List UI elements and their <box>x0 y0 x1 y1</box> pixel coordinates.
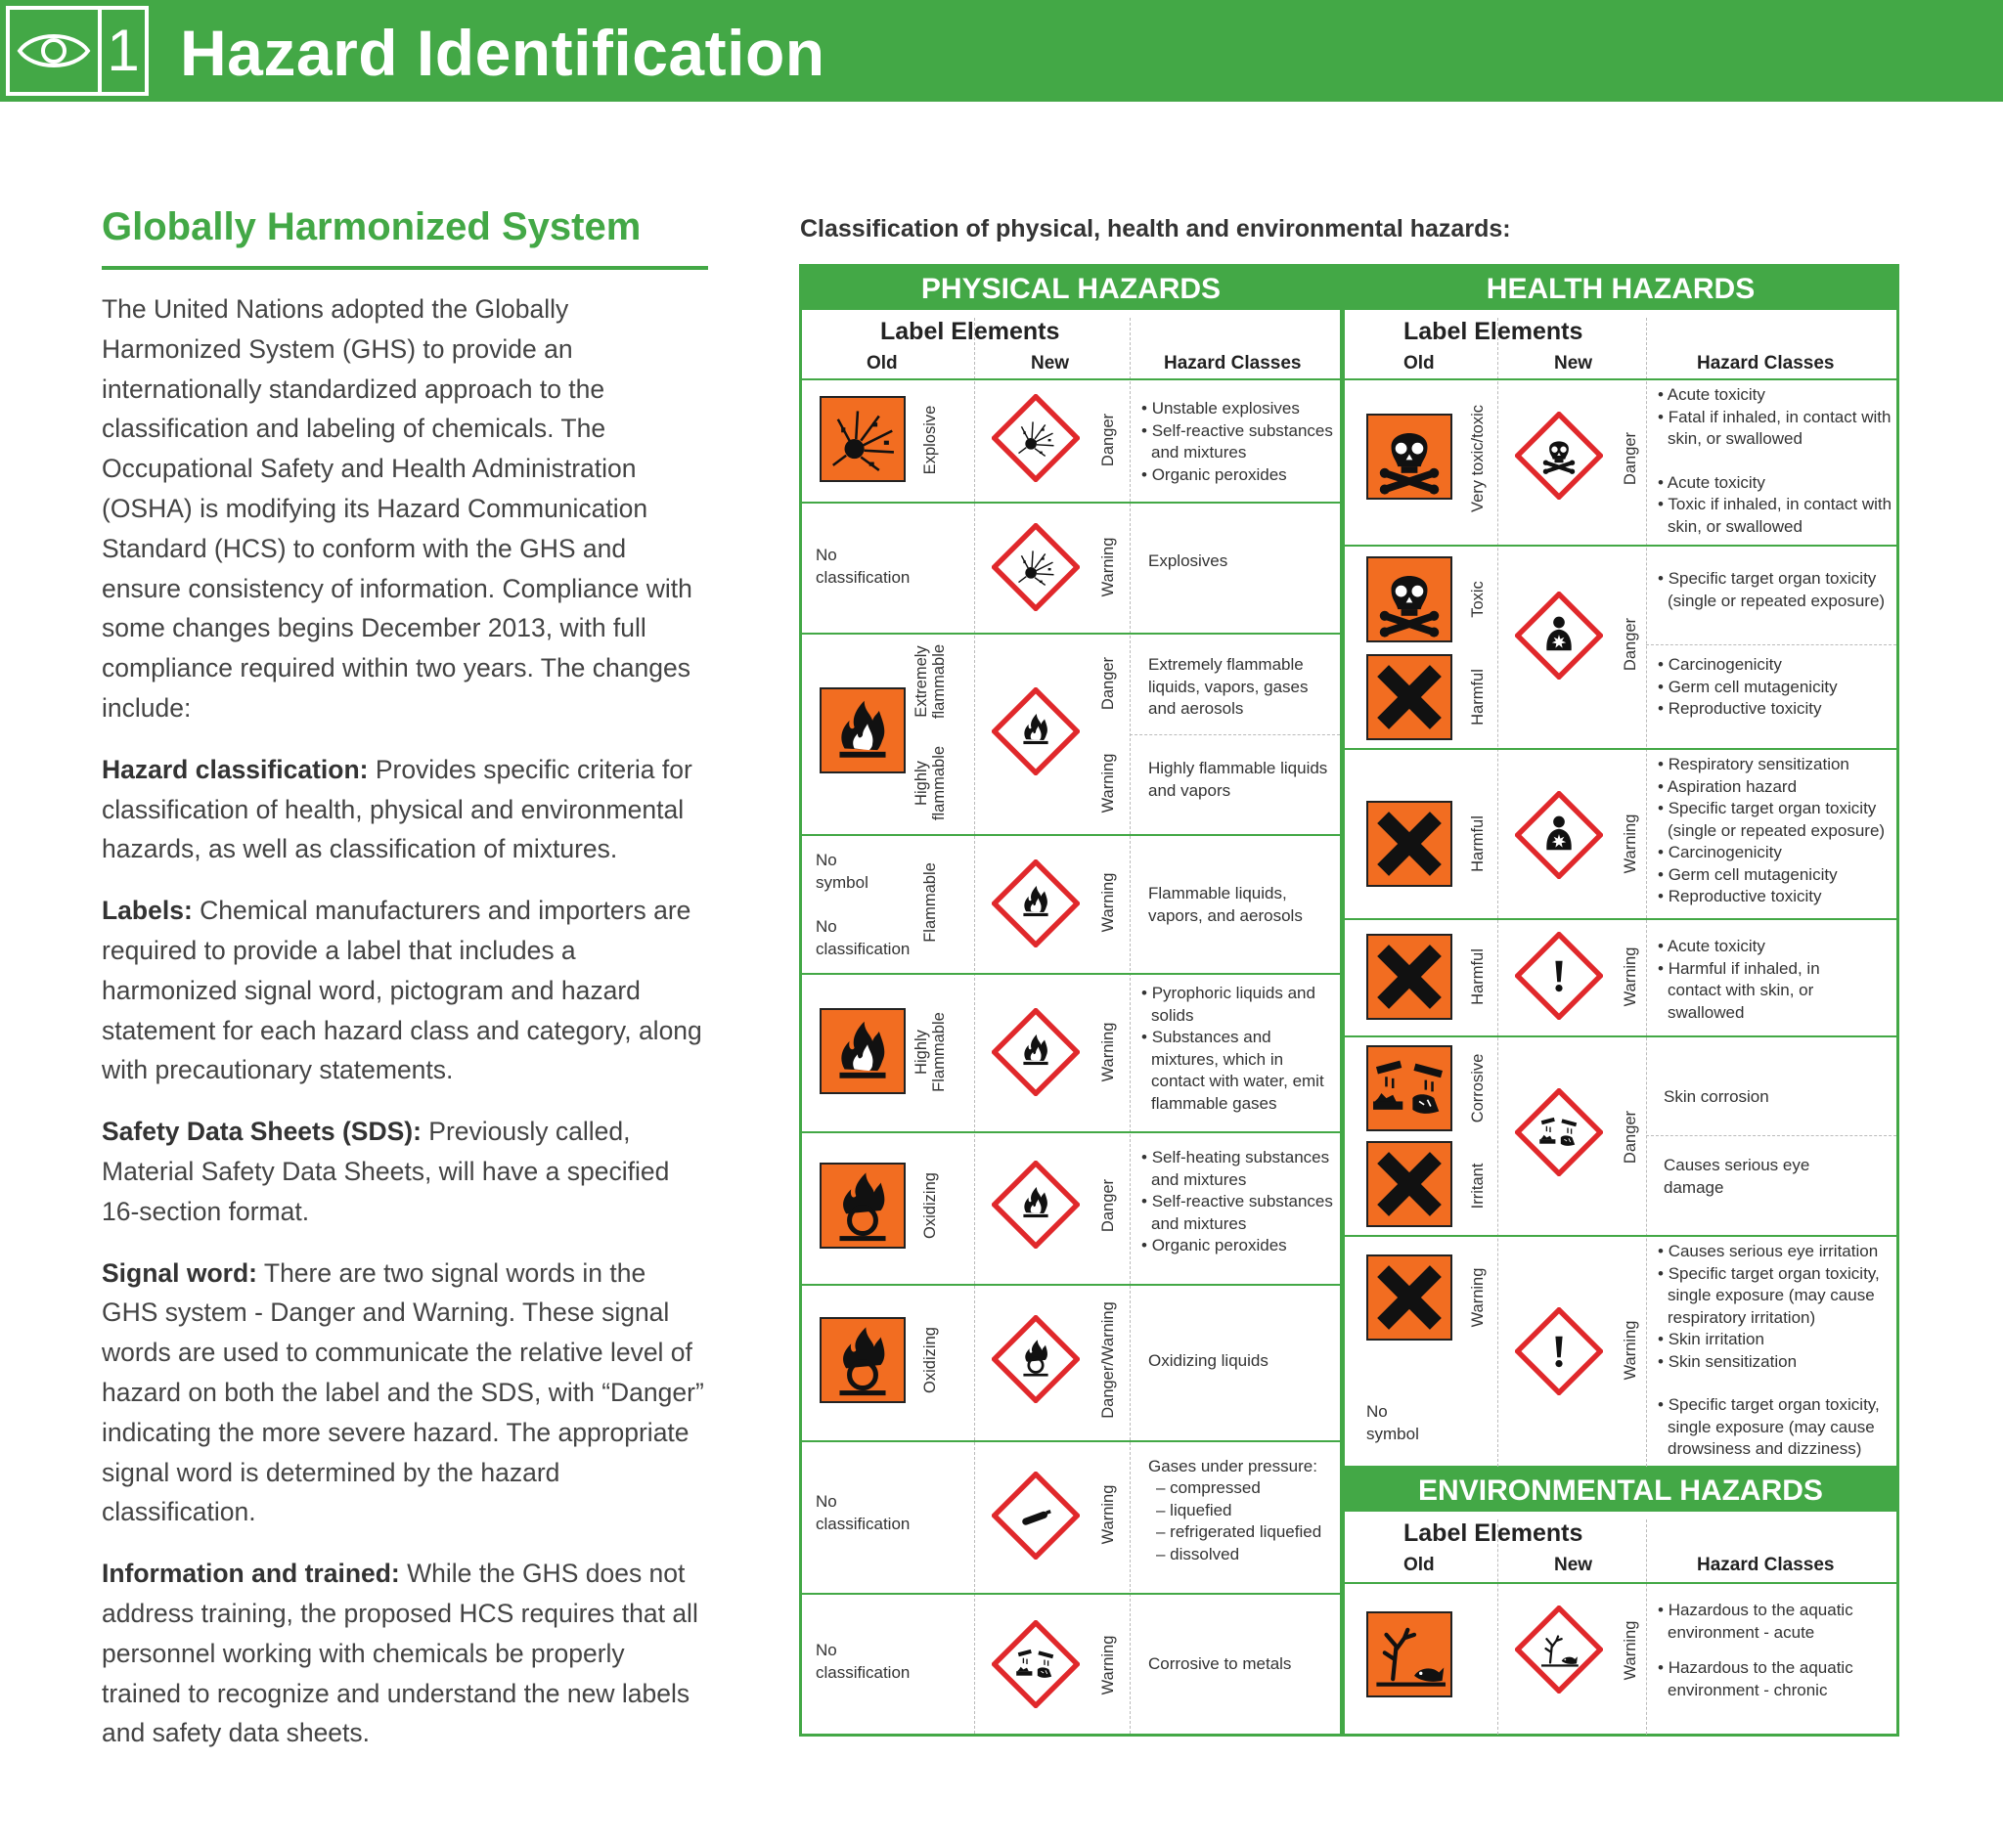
environment-pictogram <box>1505 1606 1613 1694</box>
old-label: Oxidizing <box>921 1327 939 1393</box>
list-gap <box>1654 451 1898 472</box>
hazard-class-item: • Specific target organ toxicity (single or repeated exposure) <box>1658 799 1886 840</box>
corrosive-pictogram <box>982 1620 1090 1708</box>
hazard-class-item: – refrigerated liquefied <box>1156 1522 1322 1541</box>
item-text: While the GHS does not address training, the proposed HCS requires that all personnel working with chemicals be properly trained to recognize and understand the new labels and safety data sheets. <box>102 1559 698 1748</box>
hazard-classes-list <box>1654 1600 1889 1701</box>
list-gap <box>1654 1644 1889 1657</box>
row-divider <box>802 973 1340 975</box>
hazard-class-text: Causes serious eye irritation <box>1668 1242 1879 1260</box>
row-divider <box>802 378 1340 380</box>
hazard-class-text: Toxic if inhaled, in contact with skin, or swallowed <box>1668 495 1892 536</box>
left-column <box>102 201 708 1753</box>
hazard-class-item: • Fatal if inhaled, in contact with skin, or swallowed <box>1658 407 1892 448</box>
hazard-class-item: • Skin irritation <box>1658 1330 1764 1348</box>
signal-word: Danger <box>1099 656 1117 711</box>
signal-word: Danger/Warning <box>1099 1301 1117 1419</box>
hazard-class-item: • Germ cell mutagenicity <box>1658 864 1838 884</box>
item-text: Chemical manufacturers and importers are required to provide a label that includes a harmonized signal word, pictogram and hazard statement for each hazard class and category, along with precautionary statements. <box>102 896 702 1085</box>
table-caption: Classification of physical, health and environmental hazards: <box>800 215 1511 242</box>
page-title: Hazard Identification <box>180 17 825 89</box>
hazard-class-text: Organic peroxides <box>1151 464 1287 484</box>
health-hazard-pictogram <box>1505 592 1613 680</box>
eye-icon <box>6 6 102 96</box>
sds-paragraph <box>102 1112 708 1231</box>
old-label: No classification <box>816 546 911 587</box>
old-label: Flammable <box>921 862 939 943</box>
skull-pictogram <box>1505 412 1613 500</box>
hazard-class-text: Organic peroxides <box>1151 1236 1287 1254</box>
old-label: Explosive <box>921 405 939 475</box>
hazard-class-item: • Harmful if inhaled, in contact with skin, or swallowed <box>1658 958 1820 1022</box>
hazard-class-item: • Substances and mixtures, which in contact with water, emit flammable gases <box>1141 1028 1324 1113</box>
hazard-class-text: Hazardous to the aquatic environment - chronic <box>1668 1658 1853 1699</box>
signal-word: Warning <box>1099 537 1117 597</box>
signal-word: Warning <box>1622 1320 1639 1381</box>
old-heading: Old <box>867 353 898 374</box>
hazard-class-item: • Pyrophoric liquids and solids <box>1141 984 1315 1025</box>
hazard-class-text: Unstable explosives <box>1151 399 1300 418</box>
hazard-class-text: Extremely flammable liquids, vapors, gases and aerosols <box>1148 655 1309 718</box>
hazard-class-item: – compressed <box>1156 1478 1261 1497</box>
signal-word: Warning <box>1099 1022 1117 1082</box>
hazard-class-text: Explosives <box>1148 551 1228 570</box>
row-divider <box>1345 545 1896 547</box>
label-elements-heading: Label Elements <box>1403 318 1583 345</box>
column-divider <box>1497 1519 1498 1735</box>
environmental-hazards-panel <box>1342 1469 1899 1737</box>
intro-paragraph: The United Nations adopted the Globally Harmonized System (GHS) to provide an internationally standardized approach to the classification and labeling of chemicals. The Occupational Safety and Health Administration (OSHA) is modifying its Hazard Communication Standard (HCS) to conform with the GHS and ensure consistency of information. Compliance with some changes begins December 2013, with full compliance required within two years. The changes include: <box>102 294 692 723</box>
old-label: Harmful <box>1469 815 1487 872</box>
old-harmful-symbol <box>1366 654 1452 740</box>
hazard-class-text: Carcinogenicity <box>1668 843 1782 861</box>
hazard-class-text: Reproductive toxicity <box>1668 887 1822 905</box>
old-oxidizing-symbol <box>820 1163 906 1249</box>
signal-word: Warning <box>1099 753 1117 814</box>
hazard-class-text: Corrosive to metals <box>1148 1654 1292 1673</box>
old-corrosive-symbol <box>1366 1045 1452 1131</box>
label-elements-heading: Label Elements <box>880 318 1060 345</box>
hazard-classes-heading: Hazard Classes <box>1164 353 1302 374</box>
old-heading: Old <box>1403 1555 1435 1575</box>
row-divider <box>1345 918 1896 920</box>
row-divider <box>1130 734 1340 735</box>
hazard-class-item: • Organic peroxides <box>1141 1236 1287 1254</box>
hazard-class-item: • Specific target organ toxicity, single exposure (may cause drowsiness and dizziness) <box>1658 1395 1880 1458</box>
row-divider <box>1646 644 1896 645</box>
label-elements-heading: Label Elements <box>1403 1519 1583 1547</box>
old-label: Irritant <box>1469 1163 1487 1210</box>
signal-word: Warning <box>1099 872 1117 933</box>
old-heading: Old <box>1403 353 1435 374</box>
flammable-pictogram <box>982 859 1090 947</box>
hazard-class-item: • Acute toxicity <box>1658 937 1765 955</box>
row-divider <box>802 834 1340 836</box>
health-hazards-panel <box>1342 264 1899 1469</box>
hazard-class-text: Acute toxicity <box>1667 472 1765 492</box>
new-heading: New <box>1031 353 1070 374</box>
row-divider <box>802 502 1340 504</box>
item-text: Previously called, Material Safety Data Sheets, will have a specified 16-section format. <box>102 1117 670 1226</box>
hazard-class-text: Aspiration hazard <box>1667 776 1798 796</box>
signal-word: Danger <box>1622 617 1639 672</box>
row-divider <box>1345 1035 1896 1037</box>
hazard-class-text: Specific target organ toxicity (single or repeated exposure) <box>1668 799 1886 840</box>
row-divider <box>1345 1582 1896 1584</box>
hazard-class-text: Specific target organ toxicity (single or repeated exposure) <box>1668 569 1886 610</box>
signal-word: Danger <box>1622 1110 1639 1165</box>
hazard-class-item: • Reproductive toxicity <box>1658 699 1822 718</box>
hazard-class-text: Self-heating substances and mixtures <box>1151 1148 1330 1189</box>
old-flammable-symbol <box>820 687 906 773</box>
gas-cylinder-pictogram <box>982 1472 1090 1560</box>
hazard-class-item: • Toxic if inhaled, in contact with skin, or swallowed <box>1658 495 1892 536</box>
hazard-class-item: • Hazardous to the aquatic environment - acute <box>1658 1601 1853 1642</box>
hazard-class-item: • Respiratory sensitization <box>1658 755 1849 773</box>
old-harmful-symbol <box>1366 801 1452 887</box>
row-divider <box>1345 1235 1896 1237</box>
new-heading: New <box>1554 1555 1593 1575</box>
hazard-class-item: • Self-heating substances and mixtures <box>1141 1148 1330 1189</box>
hazard-class-text: Oxidizing liquids <box>1148 1351 1269 1370</box>
row-divider <box>802 1131 1340 1133</box>
old-label: Toxic <box>1469 581 1487 618</box>
signal-word-paragraph <box>102 1254 708 1533</box>
old-label: No symbol <box>1366 1402 1419 1443</box>
item-text: Provides specific criteria for classification of health, physical and environmental hazards, as well as classification of mixtures. <box>102 754 692 864</box>
hazard-class-item: • Specific target organ toxicity (single or repeated exposure) <box>1658 569 1886 610</box>
signal-word: Danger <box>1622 431 1639 486</box>
old-environment-symbol <box>1366 1611 1452 1697</box>
health-hazards-title: HEALTH HAZARDS <box>1345 267 1896 310</box>
old-oxidizing-symbol <box>820 1317 906 1403</box>
hazard-class-text: Germ cell mutagenicity <box>1668 864 1838 884</box>
hazard-class-text: Carcinogenicity <box>1668 655 1782 674</box>
row-divider <box>1345 748 1896 750</box>
hazard-class-text: Substances and mixtures, which in contact with water, emit flammable gases <box>1151 1028 1324 1113</box>
section-title: Globally Harmonized System <box>102 201 708 270</box>
hazard-class-text: Self-reactive substances and mixtures <box>1151 1192 1333 1233</box>
hazard-class-item: • Carcinogenicity <box>1658 843 1782 861</box>
old-label: Harmful <box>1469 669 1487 726</box>
oxidizer-pictogram <box>982 1315 1090 1403</box>
signal-word: Danger <box>1099 413 1117 467</box>
hazard-class-text: Self-reactive substances and mixtures <box>1151 420 1333 462</box>
hazard-class-item: • Self-reactive substances and mixtures <box>1141 420 1333 462</box>
hazard-classes-heading: Hazard Classes <box>1697 1555 1835 1575</box>
hazard-class-text: Flammable liquids, vapors, and aerosols <box>1148 884 1303 925</box>
old-harmful-symbol <box>1366 934 1452 1020</box>
hazard-class-text: Specific target organ toxicity, single exposure (may cause drowsiness and dizziness) <box>1668 1395 1880 1458</box>
hazard-class-item: • Acute toxicity <box>1658 472 1765 492</box>
old-label: No classification <box>816 917 911 958</box>
signal-word: Warning <box>1622 946 1639 1007</box>
exclamation-pictogram <box>1505 1307 1613 1395</box>
old-label: Oxidizing <box>921 1172 939 1239</box>
hazard-class-item: – dissolved <box>1156 1544 1240 1563</box>
column-divider <box>1646 1519 1647 1735</box>
hazard-class-text: Highly flammable liquids and vapors <box>1148 759 1328 800</box>
hazard-class-text: Causes serious eye damage <box>1664 1156 1810 1197</box>
item-text: There are two signal words in the GHS system - Danger and Warning. These signal words are used to communicate the relative level of hazard on both the label and the SDS, with “Danger” indicating the more severe hazard. The appropriate signal word is determined by the hazard classification. <box>102 1257 704 1527</box>
old-label: Highly flammable <box>912 745 948 821</box>
hazard-class-text: Hazardous to the aquatic environment - acute <box>1668 1601 1853 1642</box>
signal-word: Warning <box>1622 814 1639 874</box>
old-explosive-symbol <box>820 396 906 482</box>
hazard-class-item: • Organic peroxides <box>1141 464 1287 484</box>
flammable-pictogram <box>982 1008 1090 1096</box>
hazard-classification-paragraph <box>102 750 708 869</box>
explosive-pictogram <box>982 394 1090 482</box>
signal-word: Danger <box>1099 1178 1117 1233</box>
hazard-class-item: • Unstable explosives <box>1141 399 1300 418</box>
explosive-pictogram <box>982 523 1090 611</box>
labels-paragraph <box>102 891 708 1090</box>
item-term: Labels: <box>102 896 193 926</box>
signal-word: Warning <box>1099 1484 1117 1545</box>
hazard-class-text: Fatal if inhaled, in contact with skin, or swallowed <box>1668 407 1892 448</box>
exclamation-pictogram <box>1505 932 1613 1020</box>
hazard-class-text: Skin irritation <box>1668 1330 1764 1348</box>
hazard-class-text: Specific target organ toxicity, single exposure (may cause respiratory irritation) <box>1668 1263 1880 1327</box>
column-divider <box>1497 318 1498 1472</box>
row-divider <box>802 633 1340 635</box>
hazard-class-text: Pyrophoric liquids and solids <box>1151 984 1315 1025</box>
hazard-class-item: • Hazardous to the aquatic environment - chronic <box>1658 1658 1853 1699</box>
hazard-classes-list <box>1654 568 1898 612</box>
new-heading: New <box>1554 353 1593 374</box>
row-divider <box>1345 378 1896 380</box>
hazard-class-text: Germ cell mutagenicity <box>1668 677 1838 696</box>
column-divider <box>974 318 975 1734</box>
hazard-class-item: • Specific target organ toxicity, single exposure (may cause respiratory irritation) <box>1658 1263 1880 1327</box>
corrosive-pictogram <box>1505 1088 1613 1176</box>
item-term: Information and trained: <box>102 1559 400 1589</box>
list-gap <box>1654 1373 1900 1394</box>
item-term: Hazard classification: <box>102 754 369 784</box>
flammable-pictogram <box>982 687 1090 775</box>
physical-hazards-title: PHYSICAL HAZARDS <box>802 267 1340 310</box>
hazard-class-item: • Aspiration hazard <box>1658 776 1798 796</box>
column-divider <box>1646 318 1647 1472</box>
hazard-class-item: • Germ cell mutagenicity <box>1658 677 1838 696</box>
row-divider <box>802 1284 1340 1286</box>
hazard-classes-list <box>1137 1147 1339 1257</box>
hazard-class-item: • Carcinogenicity <box>1658 655 1782 674</box>
hazard-classes-list <box>1137 983 1339 1115</box>
hazard-class-item: • Acute toxicity <box>1658 385 1765 404</box>
section-number: 1 <box>102 6 149 96</box>
environmental-hazards-title: ENVIRONMENTAL HAZARDS <box>1345 1469 1896 1512</box>
signal-word: Warning <box>1622 1620 1639 1681</box>
hazard-classes-list <box>1654 936 1849 1024</box>
row-divider <box>802 1440 1340 1442</box>
hazard-classes-list <box>1654 1241 1900 1461</box>
hazard-classes-list <box>1654 384 1898 538</box>
hazard-class-text: Acute toxicity <box>1667 385 1765 404</box>
old-flammable-symbol <box>820 1008 906 1094</box>
hazard-classes-list <box>1654 754 1900 908</box>
row-divider <box>802 1593 1340 1595</box>
hazard-class-item: • Causes serious eye irritation <box>1658 1242 1879 1260</box>
hazard-classes-list <box>1654 654 1898 721</box>
old-label: Very toxic/toxic <box>1469 404 1487 513</box>
old-toxic-symbol <box>1366 414 1452 500</box>
health-hazard-pictogram <box>1505 791 1613 879</box>
hazard-class-text: Respiratory sensitization <box>1668 755 1849 773</box>
hazard-class-text: Reproductive toxicity <box>1668 699 1822 718</box>
hazard-class-text: Skin corrosion <box>1664 1087 1769 1106</box>
row-divider <box>1646 1135 1896 1136</box>
old-label: Harmful <box>1469 948 1487 1005</box>
physical-hazards-panel <box>799 264 1343 1737</box>
old-harmful-symbol <box>1366 1254 1452 1341</box>
hazard-class-item: • Skin sensitization <box>1658 1351 1798 1371</box>
old-label: Extremely flammable <box>912 643 948 720</box>
old-label: Corrosive <box>1469 1053 1487 1123</box>
hazard-class-text: Harmful if inhaled, in contact with skin, or swallowed <box>1668 958 1820 1022</box>
flammable-pictogram <box>982 1161 1090 1249</box>
old-label: Highly Flammable <box>912 1012 948 1092</box>
old-irritant-symbol <box>1366 1141 1452 1227</box>
training-paragraph <box>102 1554 708 1753</box>
old-label: No classification <box>816 1492 911 1533</box>
hazard-classes-heading: Hazard Classes <box>1697 353 1835 374</box>
hazard-class-title: Gases under pressure: <box>1148 1457 1317 1475</box>
old-label: No classification <box>816 1641 911 1682</box>
hazard-classes-list <box>1137 398 1339 486</box>
item-term: Safety Data Sheets (SDS): <box>102 1117 422 1147</box>
hazard-class-item: • Self-reactive substances and mixtures <box>1141 1192 1333 1233</box>
column-divider <box>1130 318 1131 1734</box>
hazard-classes-list <box>1156 1477 1342 1565</box>
hazard-class-text: Skin sensitization <box>1668 1351 1798 1371</box>
hazard-class-item: • Reproductive toxicity <box>1658 887 1822 905</box>
hazard-class-text: Acute toxicity <box>1667 937 1765 955</box>
hazard-class-item: – liquefied <box>1156 1500 1232 1519</box>
header-bar <box>0 0 2003 102</box>
old-label: Warning <box>1469 1267 1487 1328</box>
old-toxic-symbol <box>1366 556 1452 642</box>
item-term: Signal word: <box>102 1257 257 1288</box>
old-label: No symbol <box>816 851 868 892</box>
signal-word: Warning <box>1099 1635 1117 1695</box>
